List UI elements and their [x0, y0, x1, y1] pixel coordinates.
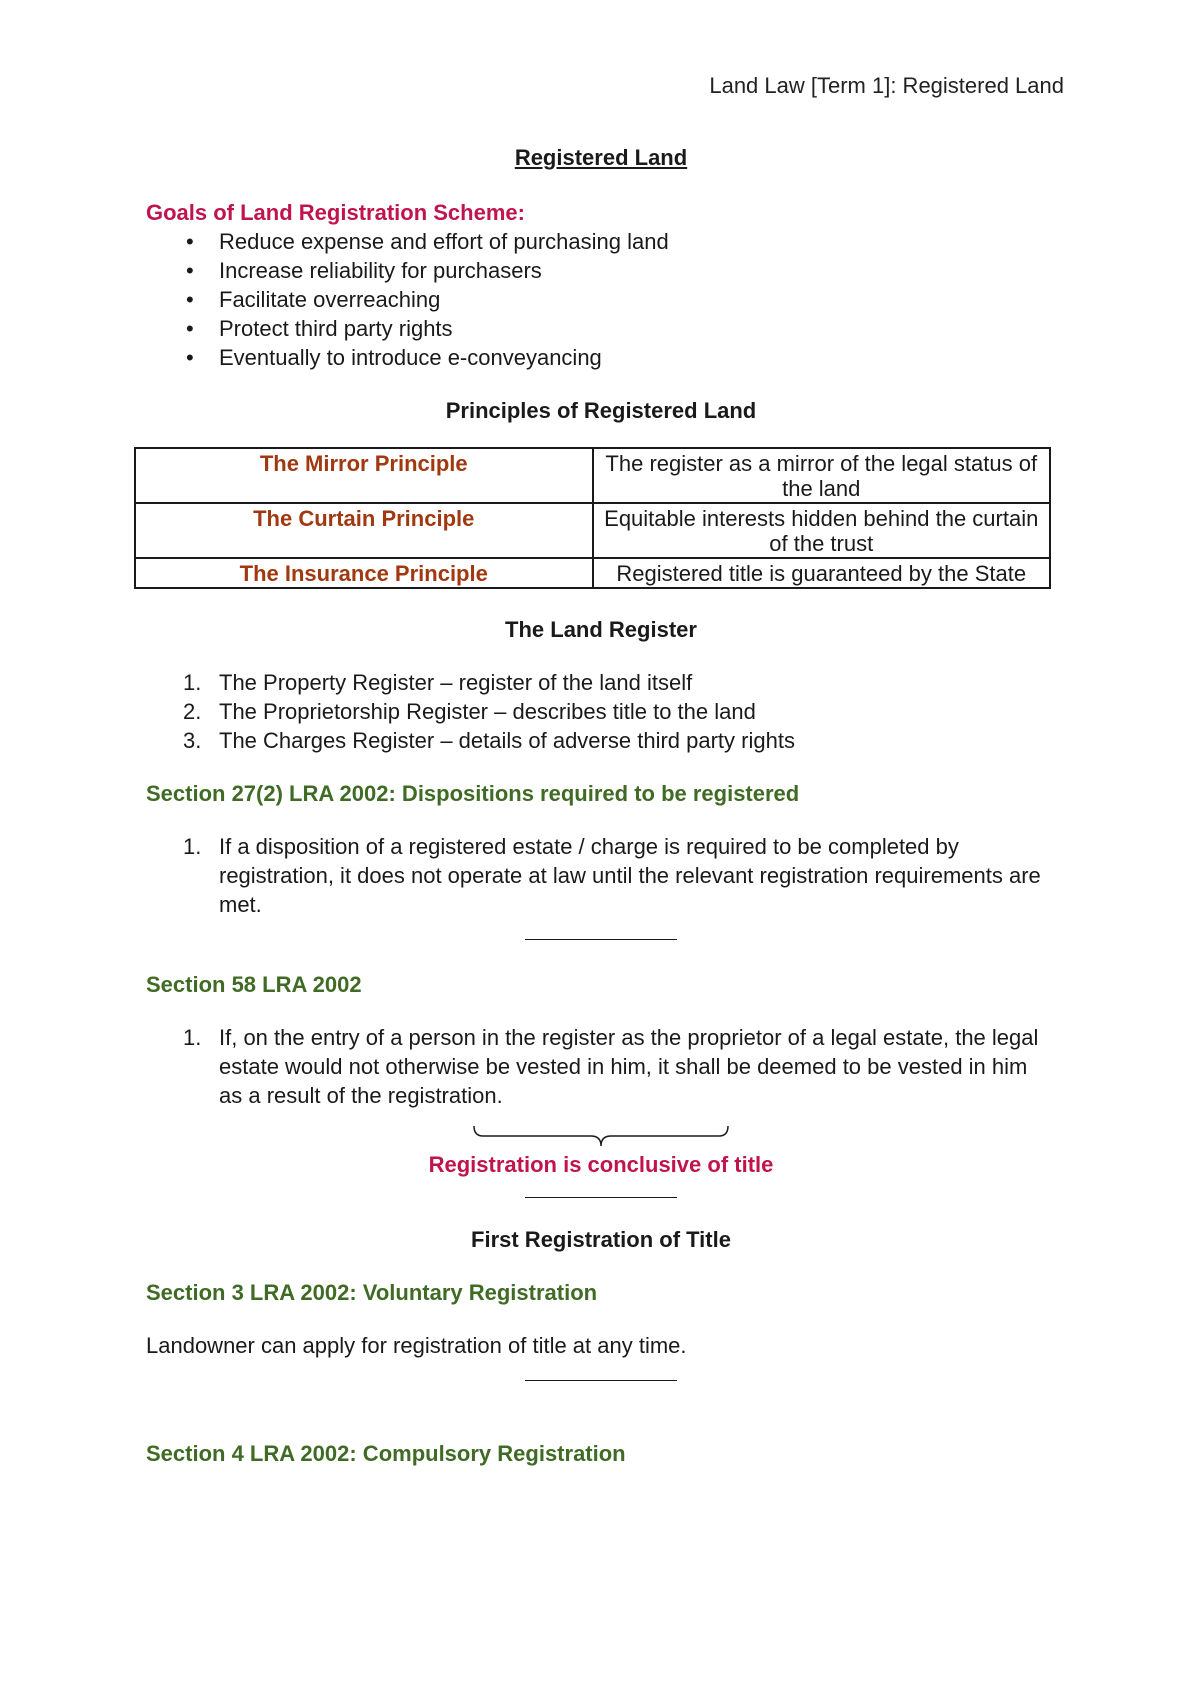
land-register-list — [146, 668, 1056, 755]
first-registration-heading: First Registration of Title — [471, 1227, 731, 1252]
list-item: 1. If a disposition of a registered estate / charge is required to be completed by registration, it does not operate at law until the relevant registration requirements are met. — [183, 834, 1041, 917]
principle-description: The register as a mirror of the legal status of the land — [593, 448, 1051, 503]
brace-icon — [471, 1124, 731, 1150]
document-body — [146, 143, 1056, 1468]
table-row — [135, 558, 1050, 588]
bullet-icon: • — [186, 287, 194, 312]
list-item: 2. The Proprietorship Register – describes title to the land — [183, 699, 756, 724]
table-row — [135, 503, 1050, 558]
section-4-heading: Section 4 LRA 2002: Compulsory Registration — [146, 1441, 626, 1466]
table-row — [135, 448, 1050, 503]
goals-list — [146, 227, 1056, 372]
principles-table — [134, 447, 1051, 589]
land-register-heading: The Land Register — [505, 617, 697, 642]
list-item: • Eventually to introduce e-conveyancing — [186, 345, 602, 370]
list-item: • Increase reliability for purchasers — [186, 258, 542, 283]
document-title: Registered Land — [514, 145, 688, 170]
list-item: • Protect third party rights — [186, 316, 453, 341]
list-item: 1. The Property Register – register of the land itself — [183, 670, 693, 695]
bullet-icon: • — [186, 316, 194, 341]
list-item: 1. If, on the entry of a person in the register as the proprietor of a legal estate, the legal estate would not otherwise be vested in him, it shall be deemed to be vested in him as a result of the registration. — [183, 1025, 1039, 1108]
bullet-icon: • — [186, 345, 194, 370]
section-27-list — [146, 832, 1056, 919]
section-58-list — [146, 1023, 1056, 1110]
running-header: Land Law [Term 1]: Registered Land — [709, 73, 1064, 98]
section-3-heading: Section 3 LRA 2002: Voluntary Registration — [146, 1280, 598, 1305]
conclusion-text: Registration is conclusive of title — [428, 1152, 774, 1177]
principle-name: The Curtain Principle — [135, 503, 593, 558]
principle-name: The Mirror Principle — [135, 448, 593, 503]
goals-heading: Goals of Land Registration Scheme: — [146, 200, 525, 225]
section-58-heading: Section 58 LRA 2002 — [146, 972, 362, 997]
principle-description: Equitable interests hidden behind the curtain of the trust — [593, 503, 1051, 558]
list-item: • Facilitate overreaching — [186, 287, 441, 312]
principle-name: The Insurance Principle — [135, 558, 593, 588]
principle-description: Registered title is guaranteed by the State — [593, 558, 1051, 588]
bullet-icon: • — [186, 258, 194, 283]
list-item: 3. The Charges Register – details of adverse third party rights — [183, 728, 795, 753]
list-item: • Reduce expense and effort of purchasing land — [186, 229, 669, 254]
section-3-text: Landowner can apply for registration of title at any time. — [146, 1333, 687, 1358]
principles-heading: Principles of Registered Land — [445, 398, 757, 423]
section-27-heading: Section 27(2) LRA 2002: Dispositions required to be registered — [146, 781, 800, 806]
bullet-icon: • — [186, 229, 194, 254]
